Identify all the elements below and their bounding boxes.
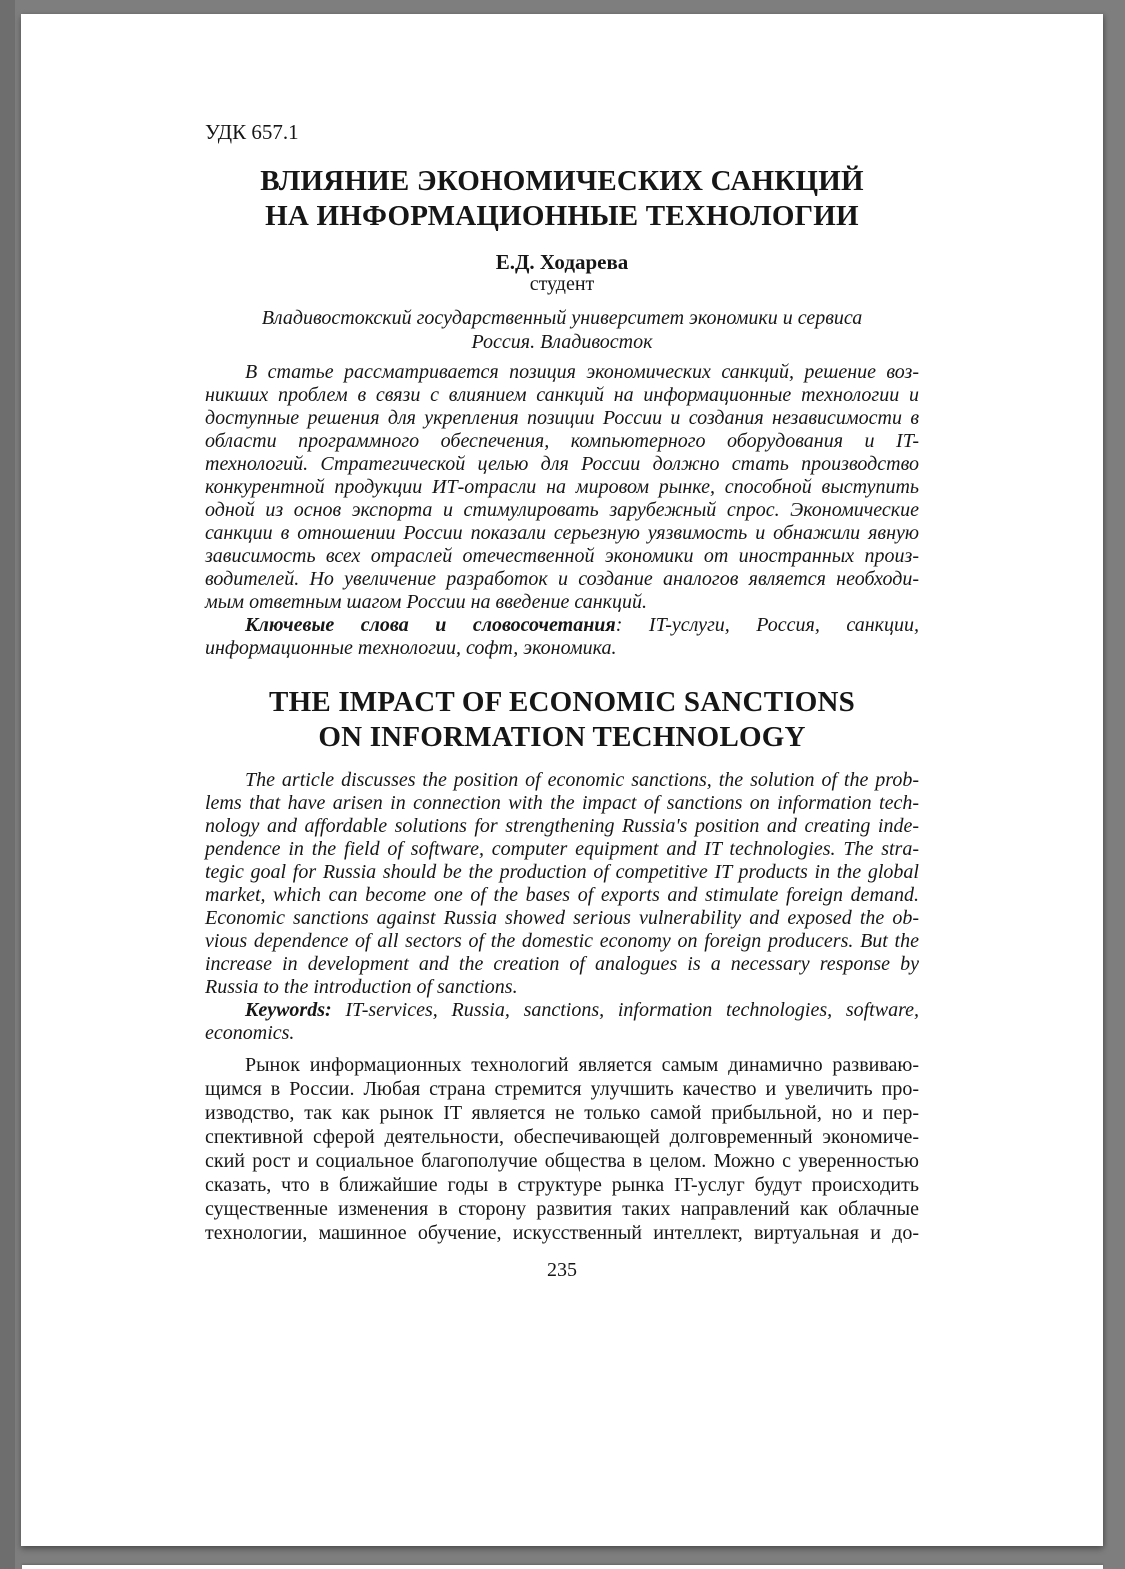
keywords-ru-label: Ключевые слова и словосочетания [245,614,616,636]
article-title-en-line1: THE IMPACT OF ECONOMIC SANCTIONS [269,686,855,718]
page-content [205,14,919,1282]
document-page [21,14,1103,1546]
keywords-ru-text: : IT-услуги, Россия, санкции, информационные технологии, софт, экономика. [205,614,919,659]
page-number: 235 [547,1259,577,1281]
article-title-ru-line1: ВЛИЯНИЕ ЭКОНОМИЧЕСКИХ САНКЦИЙ [260,165,864,197]
article-title-en [205,685,919,755]
affiliation-line2: Россия. Владивосток [471,331,653,353]
viewport-left-shade [0,0,15,1569]
affiliation [205,306,919,354]
article-title-ru-line2: НА ИНФОРМАЦИОННЫЕ ТЕХНОЛОГИИ [265,200,859,232]
article-title-ru [205,164,919,234]
abstract-ru: В статье рассматривается позиция экономических санкций, решение воз- никших проблем в связи с влиянием санкций на информационные технологии и доступные решения для укрепления позиции России и создания независимости в области программного обеспечения, компьютерного оборудования и IT- технологий. Стратегической целью для России должно стать производство конкурентной продукции ИТ-отрасли на мировом рынке, способной выступить одной из основ экспорта и стимулировать зарубежный спрос. Экономические санкции в отношении России показали серьезную уязвимость и обнажили явную зависимость всех отраслей отечественной экономики от иностранных произ- водителей. Но увеличение разработок и создание аналогов является необходи- мым ответным шагом России на введение санкций. [205,361,919,613]
keywords-en-text: IT-services, Russia, sanctions, information technologies, software, economics. [205,999,919,1044]
body-paragraph: Рынок информационных технологий является самым динамично развиваю- щимся в России. Любая страна стремится улучшить качество и увеличить про- изводство, так как рынок IT является не только самой прибыльной, но и пер- спективной сферой деятельности, обеспечивающей долговременный экономиче- ский рост и социальное благополучие общества в целом. Можно с уверенностью сказать, что в ближайшие годы в структуре рынка IT-услуг будут происходить существенные изменения в сторону развития таких направлений как облачные технологии, машинное обучение, искусственный интеллект, виртуальная и до- [205,1054,919,1244]
udc-code: УДК 657.1 [205,120,299,144]
author-name: Е.Д. Ходарева [495,250,629,274]
article-title-en-line2: ON INFORMATION TECHNOLOGY [318,721,806,753]
author-role: студент [529,273,595,295]
abstract-en: The article discusses the position of economic sanctions, the solution of the prob- lems that have arisen in connection with the impact of sanctions on information tech- nology and affordable solutions for strengthening Russia's position and creating inde- pendence in the field of software, computer equipment and IT technologies. The stra- tegic goal for Russia should be the production of competitive IT products in the global market, which can become one of the bases of exports and stimulate foreign demand. Economic sanctions against Russia showed serious vulnerability and exposed the ob- vious dependence of all sectors of the domestic economy on foreign producers. But the increase in development and the creation of analogues is a necessary response by Russia to the introduction of sanctions. [205,769,919,998]
keywords-en-label: Keywords: [245,999,332,1021]
next-page-top-edge [22,1565,1103,1569]
keywords-en [205,999,919,1045]
keywords-ru [205,614,919,660]
affiliation-line1: Владивостокский государственный университет экономики и сервиса [261,307,863,329]
